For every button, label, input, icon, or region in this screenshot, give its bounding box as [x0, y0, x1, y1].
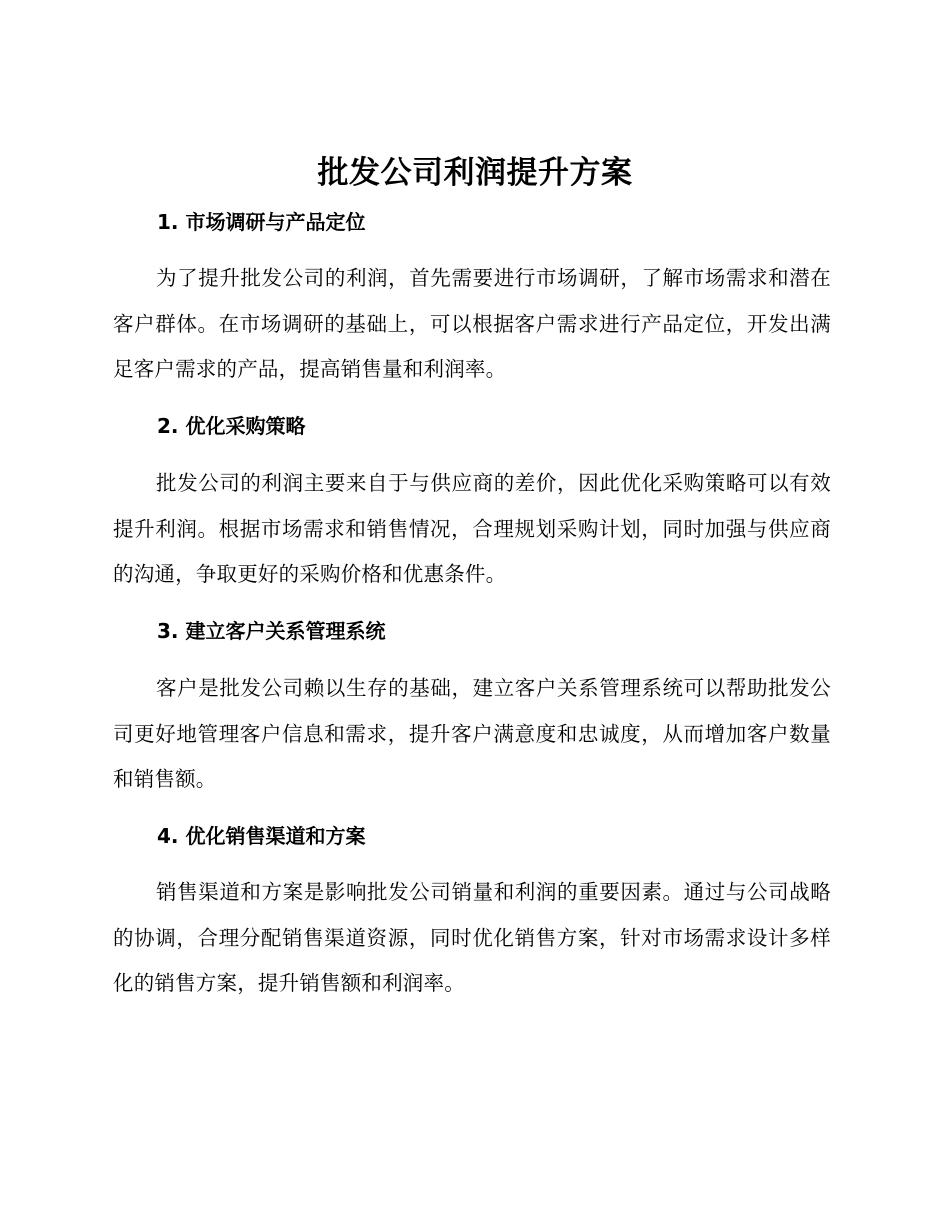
- section-body-procurement: 批发公司的利润主要来自于与供应商的差价，因此优化采购策略可以有效提升利润。根据市场需求和销售情况，合理规划采购计划，同时加强与供应商的沟通，争取更好的采购价格和优惠条件。: [113, 471, 831, 586]
- section-heading-market-research: 1. 市场调研与产品定位: [157, 210, 366, 234]
- section-body-crm: 客户是批发公司赖以生存的基础，建立客户关系管理系统可以帮助批发公司更好地管理客户信息和需求，提升客户满意度和忠诚度，从而增加客户数量和销售额。: [113, 676, 831, 791]
- document-title: 批发公司利润提升方案: [317, 155, 633, 191]
- section-heading-procurement: 2. 优化采购策略: [157, 414, 306, 438]
- section-body-sales-channels: 销售渠道和方案是影响批发公司销量和利润的重要因素。通过与公司战略的协调，合理分配销售渠道资源，同时优化销售方案，针对市场需求设计多样化的销售方案，提升销售额和利润率。: [113, 880, 831, 995]
- section-body-market-research: 为了提升批发公司的利润，首先需要进行市场调研，了解市场需求和潜在客户群体。在市场调研的基础上，可以根据客户需求进行产品定位，开发出满足客户需求的产品，提高销售量和利润率。: [113, 266, 831, 381]
- section-heading-sales-channels: 4. 优化销售渠道和方案: [157, 824, 366, 848]
- section-heading-crm: 3. 建立客户关系管理系统: [157, 619, 386, 643]
